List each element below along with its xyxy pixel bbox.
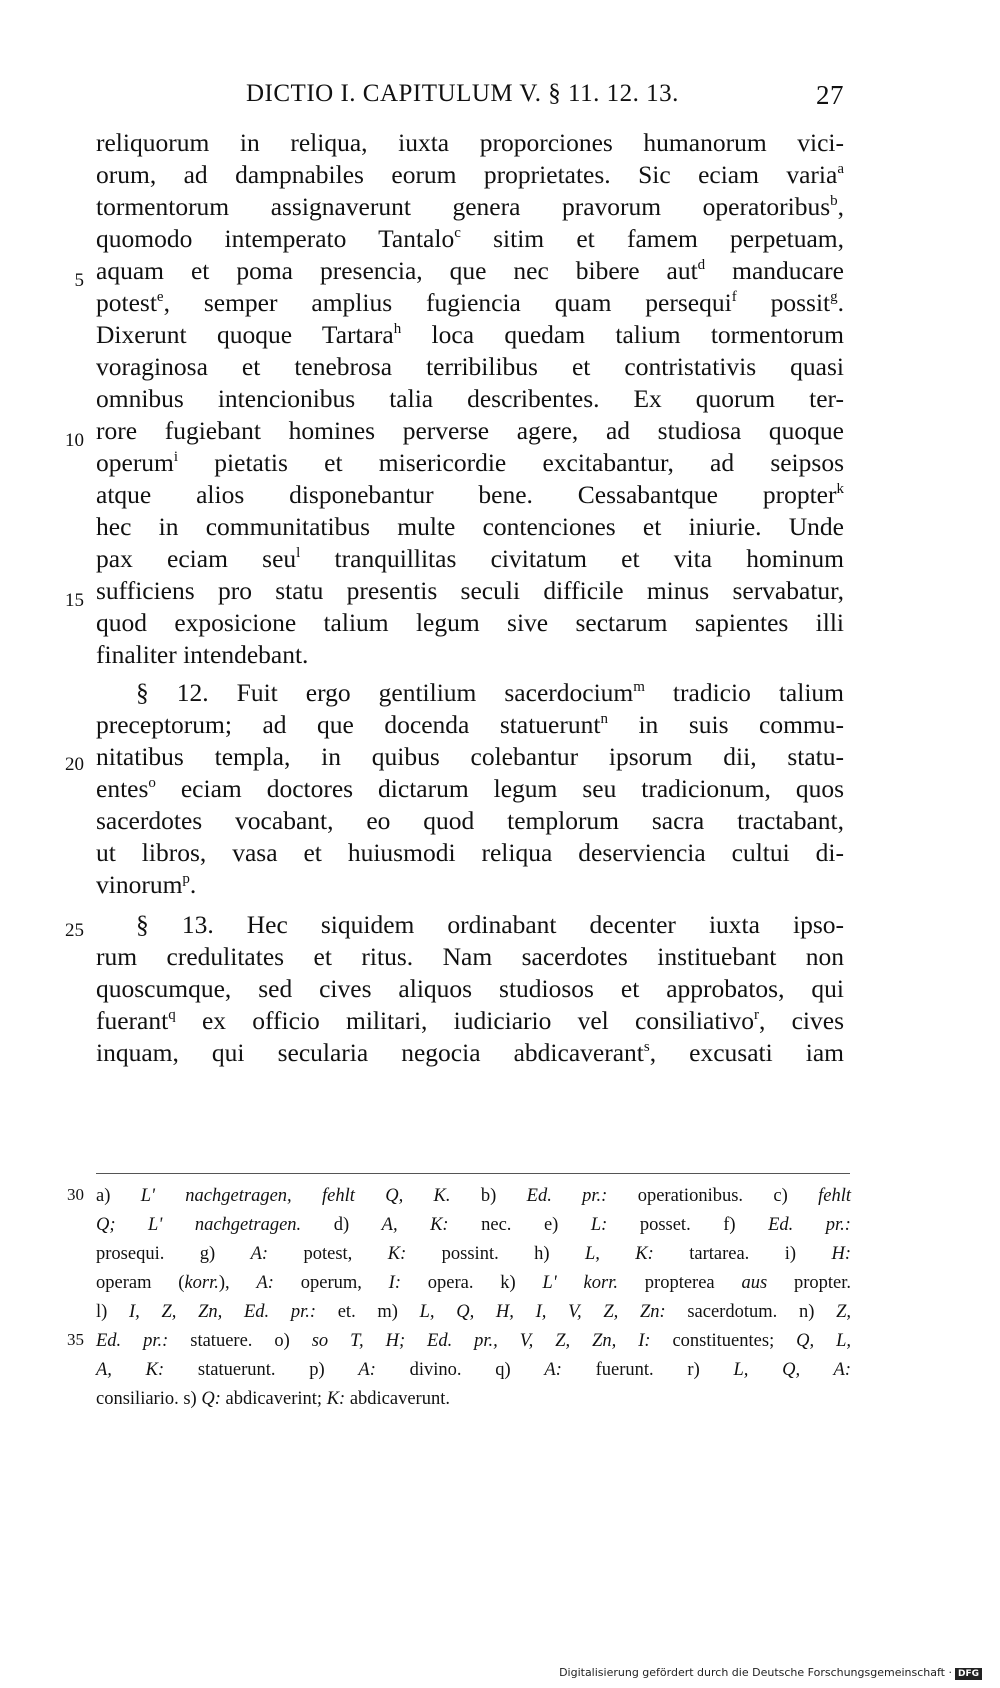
footnote-marker: l: [296, 545, 301, 561]
text-line: ut libros, vasa et huiusmodi reliqua deserviencia cultui di-: [96, 838, 844, 867]
text-line: quoscumque, sed cives aliquos studiosos et approbatos, qui: [96, 974, 844, 1003]
footnote-marker: d: [697, 257, 706, 273]
footnote-line: Ed. pr.: statuere. o) so T, H; Ed. pr., V, Z, Zn, I: constituentes; Q, L,: [96, 1331, 851, 1351]
line-number-25: 25: [65, 920, 84, 941]
text-line: finaliter intendebant.: [96, 640, 309, 669]
text-line: quod exposicione talium legum sive sectarum sapientes illi: [96, 608, 844, 637]
section-12-start: § 12. Fuit ergo gentilium sacerdocium$^m$ tradicio talium: [136, 678, 844, 707]
footnote-line: operam (korr.), A: operum, I: opera. k) L' korr. propterea aus propter.: [96, 1273, 851, 1293]
digitization-credit: [559, 1666, 982, 1680]
text-line: rum credulitates et ritus. Nam sacerdotes instituebant non: [96, 942, 844, 971]
footnote-marker: q: [168, 1007, 176, 1023]
footnote-marker: i: [173, 449, 179, 465]
line-number-10: 10: [65, 430, 84, 451]
text-line: sacerdotes vocabant, eo quod templorum sacra tractabant,: [96, 806, 844, 835]
running-header: [96, 80, 844, 120]
dfg-logo: DFG: [955, 1668, 982, 1680]
footnote-marker: h: [393, 321, 402, 337]
text-line: Dixerunt quoque Tartara$^h$ loca quedam talium tormentorum: [96, 320, 844, 349]
page-number: 27: [816, 80, 844, 110]
footnote-marker: r: [754, 1007, 759, 1023]
footnote-marker: p: [182, 871, 190, 887]
text-line: pax eciam seu$^l$ tranquillitas civitatum et vita hominum: [96, 544, 845, 573]
line-number-5: 5: [74, 270, 84, 291]
text-line: reliquorum in reliqua, iuxta proporciones humanorum vici-: [96, 128, 844, 157]
line-number-20: 20: [65, 754, 84, 775]
footnote-line: consiliario. s) Q: abdicaverint; K: abdicaverunt.: [96, 1389, 450, 1409]
text-line: operum$^i$ pietatis et misericordie excitabantur, ad seipsos: [96, 448, 844, 477]
text-line: entes$^o$ eciam doctores dictarum legum seu tradicionum, quos: [96, 774, 844, 803]
section-13-start: § 13. Hec siquidem ordinabant decenter iuxta ipso-: [136, 910, 844, 939]
footnote-marker: b: [830, 193, 838, 209]
footnote-line: prosequi. g) A: potest, K: possint. h) L, K: tartarea. i) H:: [96, 1244, 851, 1264]
text-line: preceptorum; ad que docenda statuerunt$^n$ in suis commu-: [96, 710, 845, 739]
footnote-divider: [96, 1173, 850, 1174]
footnote-marker: f: [731, 289, 737, 305]
footnote-marker: e: [156, 289, 164, 305]
text-line: omnibus intencionibus talia describentes. Ex quorum ter-: [96, 384, 844, 413]
footnote-marker: k: [836, 481, 844, 497]
running-title: DICTIO I. CAPITULUM V. § 11. 12. 13.: [246, 80, 679, 107]
text-line: sufficiens pro statu presentis seculi difficile minus servabatur,: [96, 576, 844, 605]
footnote-line: a) L' nachgetragen, fehlt Q, K. b) Ed. pr.: operationibus. c) fehlt: [96, 1186, 851, 1206]
text-line: inquam, qui secularia negocia abdicaverant$^s$, excusati iam: [96, 1038, 844, 1067]
text-line: potest$^e$, semper amplius fugiencia quam persequi$^f$ possit$^g$.: [96, 288, 844, 317]
text-line: tormentorum assignaverunt genera pravorum operatoribus$^b$,: [96, 192, 844, 221]
credit-text: Digitalisierung gefördert durch die Deutsche Forschungsgemeinschaft ·: [559, 1666, 952, 1679]
footnote-line: A, K: statuerunt. p) A: divino. q) A: fuerunt. r) L, Q, A:: [96, 1360, 851, 1380]
text-line: atque alios disponebantur bene. Cessabantque propter$^k$: [96, 480, 844, 509]
line-number-30: 30: [67, 1185, 84, 1204]
footnote-marker: g: [830, 289, 838, 305]
text-line: nitatibus templa, in quibus colebantur ipsorum dii, statu-: [96, 742, 844, 771]
text-line: hec in communitatibus multe contenciones et iniurie. Unde: [96, 512, 844, 541]
line-number-35: 35: [67, 1330, 84, 1349]
text-line: orum, ad dampnabiles eorum proprietates. Sic eciam varia$^a$: [96, 160, 844, 189]
footnote-marker: s: [643, 1039, 650, 1055]
footnote-marker: c: [454, 225, 461, 241]
text-line: voraginosa et tenebrosa terribilibus et contristativis quasi: [96, 352, 844, 381]
footnote-marker: n: [600, 711, 608, 727]
text-line: vinorum$^p$.: [96, 870, 197, 899]
text-line: quomodo intemperato Tantalo$^c$ sitim et famem perpetuam,: [96, 224, 844, 253]
text-line: rore fugiebant homines perverse agere, ad studiosa quoque: [96, 416, 844, 445]
footnote-line: l) I, Z, Zn, Ed. pr.: et. m) L, Q, H, I, V, Z, Zn: sacerdotum. n) Z,: [96, 1302, 851, 1322]
text-line: aquam et poma presencia, que nec bibere aut$^d$ manducare: [96, 256, 844, 285]
footnote-line: Q; L' nachgetragen. d) A, K: nec. e) L: posset. f) Ed. pr.:: [96, 1215, 851, 1235]
footnote-marker: a: [837, 161, 844, 177]
text-line: fuerant$^q$ ex officio militari, iudiciario vel consiliativo$^r$, cives: [96, 1006, 845, 1035]
footnote-marker: o: [148, 775, 156, 791]
footnote-marker: m: [633, 679, 645, 695]
line-number-15: 15: [65, 590, 84, 611]
